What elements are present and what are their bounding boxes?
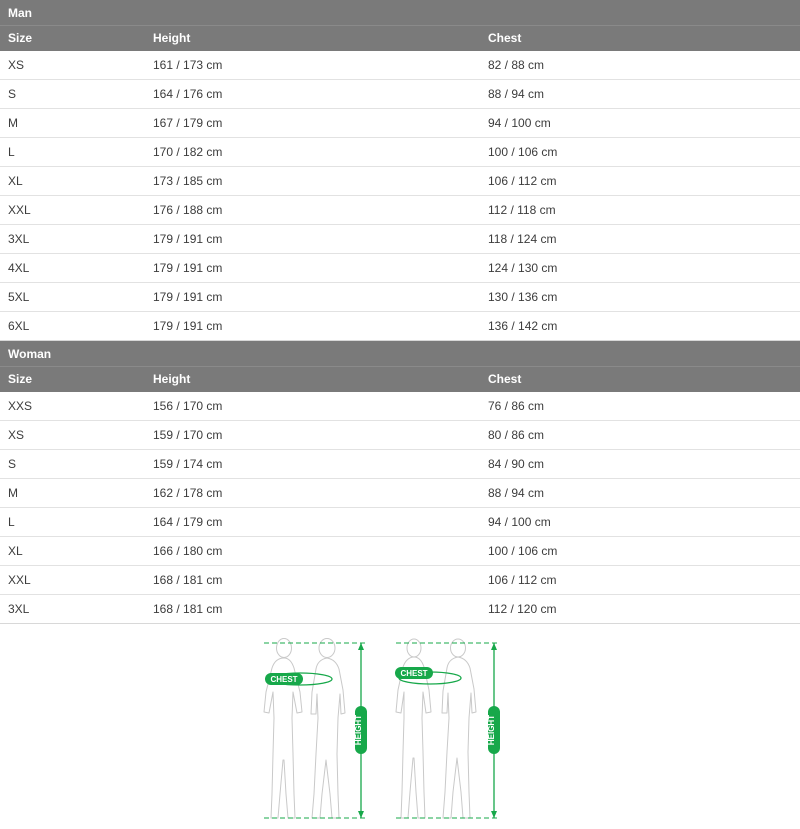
table-row [0,167,800,196]
cell-chest: 112 / 120 cm [480,595,800,624]
cell-chest: 112 / 118 cm [480,196,800,225]
cell-chest: 118 / 124 cm [480,225,800,254]
table-row [0,109,800,138]
table-row [0,595,800,624]
table-row [0,312,800,341]
cell-height: 173 / 185 cm [145,167,480,196]
woman-size-table [0,341,800,624]
man-side-figure [311,639,345,819]
cell-size: 4XL [0,254,145,283]
man-height-label: HEIGHT [354,714,363,746]
cell-height: 161 / 173 cm [145,51,480,80]
cell-size: XXL [0,196,145,225]
table-row [0,196,800,225]
man-size-table [0,0,800,341]
table-row [0,421,800,450]
cell-chest: 106 / 112 cm [480,566,800,595]
cell-chest: 136 / 142 cm [480,312,800,341]
woman-chest-label-badge [395,667,433,679]
man-group-header-row [0,0,800,26]
cell-height: 179 / 191 cm [145,254,480,283]
man-chest-label: CHEST [270,675,298,684]
woman-height-label-badge [487,706,500,754]
cell-height: 156 / 170 cm [145,392,480,421]
table-row [0,392,800,421]
cell-size: 3XL [0,595,145,624]
woman-height-label: HEIGHT [487,714,496,746]
woman-side-figure [442,639,476,818]
man-header-size: Size [0,26,145,52]
woman-front-figure [396,639,431,818]
cell-height: 164 / 179 cm [145,508,480,537]
cell-chest: 106 / 112 cm [480,167,800,196]
cell-chest: 100 / 106 cm [480,537,800,566]
cell-chest: 80 / 86 cm [480,421,800,450]
man-header-height: Height [145,26,480,52]
cell-height: 170 / 182 cm [145,138,480,167]
cell-chest: 88 / 94 cm [480,80,800,109]
cell-height: 168 / 181 cm [145,566,480,595]
cell-chest: 124 / 130 cm [480,254,800,283]
cell-height: 179 / 191 cm [145,312,480,341]
woman-chest-label: CHEST [400,669,428,678]
cell-height: 159 / 174 cm [145,450,480,479]
table-row [0,80,800,109]
table-row [0,450,800,479]
cell-chest: 130 / 136 cm [480,283,800,312]
cell-size: XS [0,51,145,80]
cell-height: 159 / 170 cm [145,421,480,450]
cell-chest: 88 / 94 cm [480,479,800,508]
cell-size: 3XL [0,225,145,254]
cell-chest: 82 / 88 cm [480,51,800,80]
woman-header-height: Height [145,367,480,393]
cell-height: 162 / 178 cm [145,479,480,508]
cell-size: XL [0,537,145,566]
cell-size: 5XL [0,283,145,312]
man-height-label-badge [354,706,367,754]
table-row [0,138,800,167]
table-row [0,479,800,508]
cell-size: XXL [0,566,145,595]
cell-chest: 94 / 100 cm [480,109,800,138]
cell-size: XS [0,421,145,450]
table-row [0,225,800,254]
cell-size: M [0,109,145,138]
cell-size: S [0,80,145,109]
cell-size: L [0,138,145,167]
cell-size: L [0,508,145,537]
cell-height: 179 / 191 cm [145,225,480,254]
man-front-figure [264,639,302,819]
woman-header-chest: Chest [480,367,800,393]
cell-height: 166 / 180 cm [145,537,480,566]
man-column-header-row [0,26,800,52]
woman-group-header-row [0,341,800,367]
table-row [0,566,800,595]
cell-height: 176 / 188 cm [145,196,480,225]
cell-size: 6XL [0,312,145,341]
woman-column-header-row [0,367,800,393]
man-chest-label-badge [265,673,303,685]
cell-height: 167 / 179 cm [145,109,480,138]
cell-chest: 94 / 100 cm [480,508,800,537]
table-row [0,51,800,80]
cell-size: M [0,479,145,508]
cell-chest: 84 / 90 cm [480,450,800,479]
man-header-chest: Chest [480,26,800,52]
cell-size: S [0,450,145,479]
table-row [0,254,800,283]
cell-size: XL [0,167,145,196]
woman-group-title: Woman [0,341,800,367]
cell-height: 168 / 181 cm [145,595,480,624]
man-group-title: Man [0,0,800,26]
cell-size: XXS [0,392,145,421]
table-row [0,537,800,566]
cell-height: 164 / 176 cm [145,80,480,109]
woman-header-size: Size [0,367,145,393]
table-row [0,508,800,537]
woman-measure-marks [395,643,500,818]
cell-chest: 76 / 86 cm [480,392,800,421]
cell-height: 179 / 191 cm [145,283,480,312]
cell-chest: 100 / 106 cm [480,138,800,167]
table-row [0,283,800,312]
measurement-diagram [0,624,800,829]
